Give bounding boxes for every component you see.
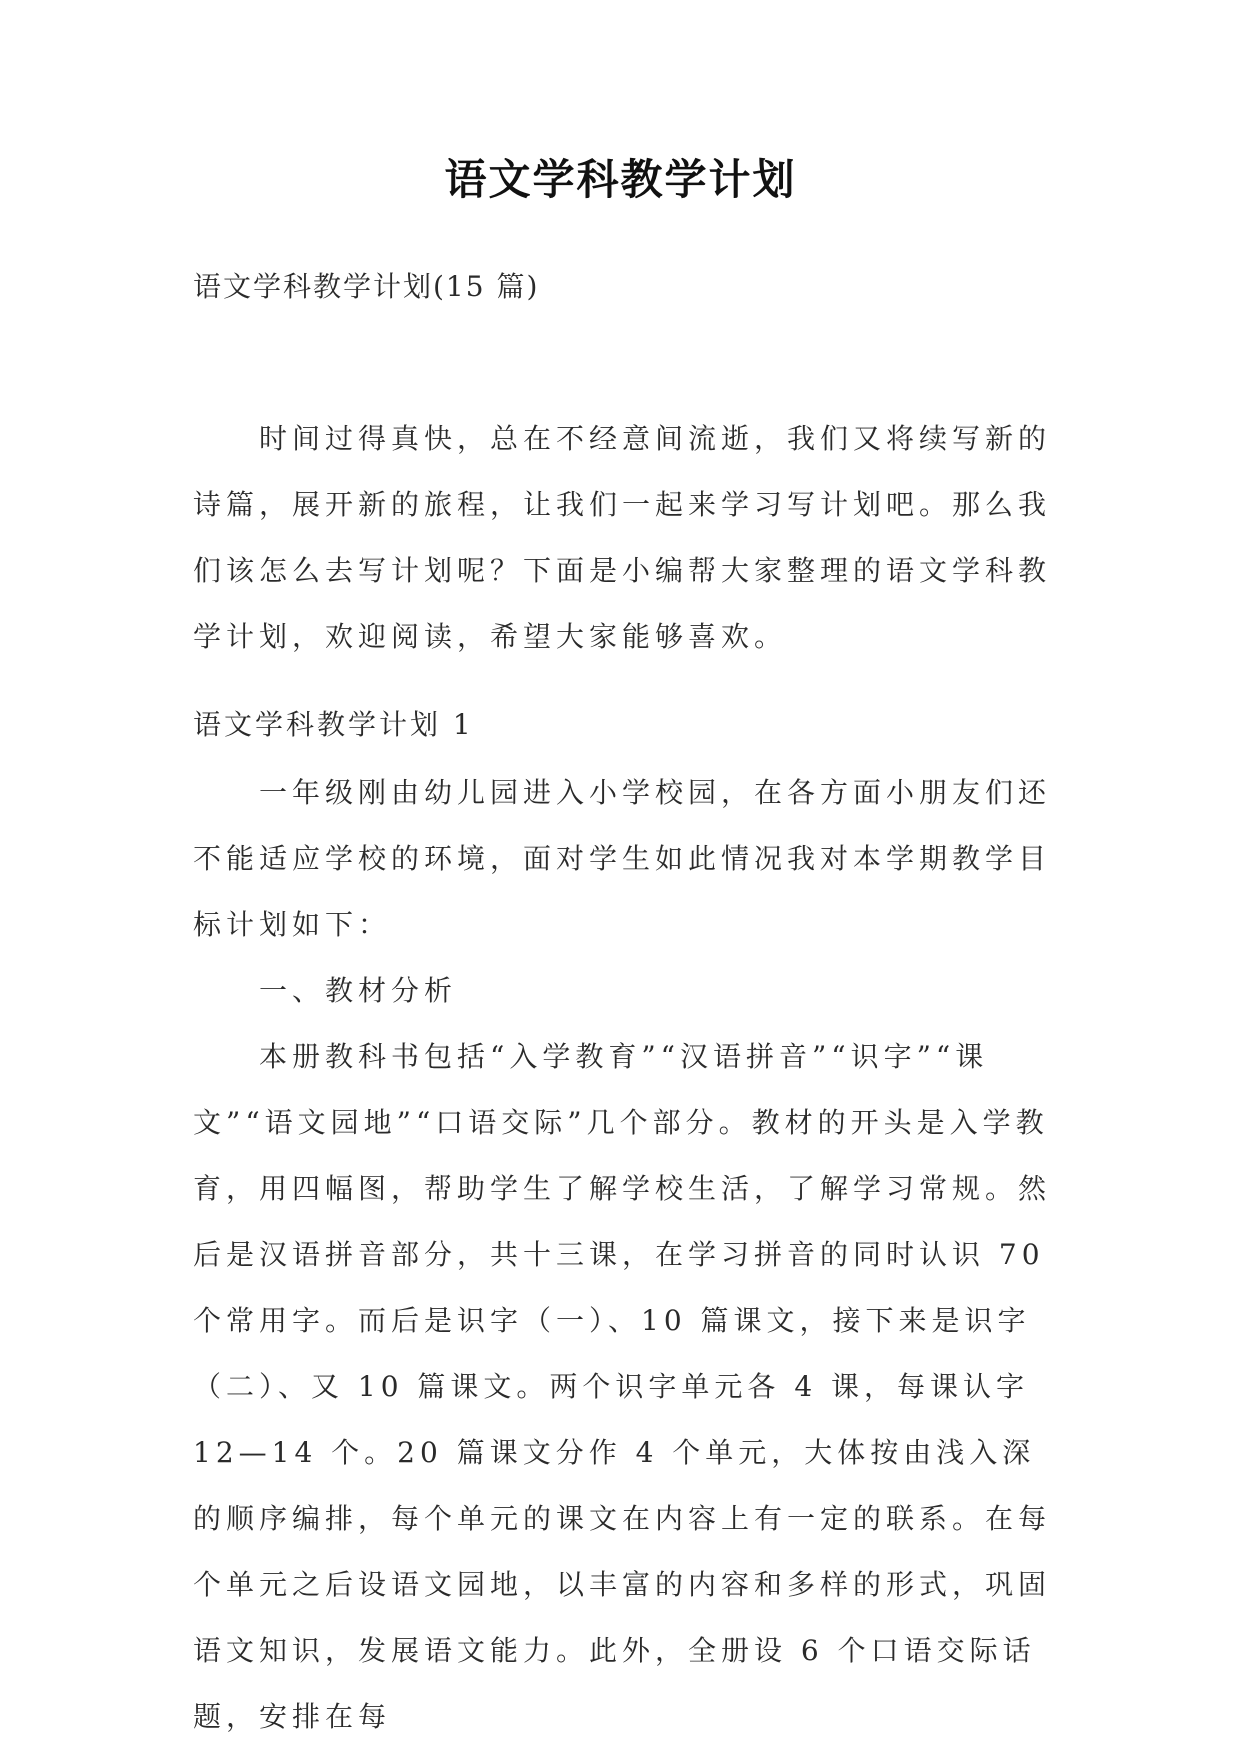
section-body bbox=[193, 760, 1055, 1750]
document-title: 语文学科教学计划 bbox=[444, 155, 797, 204]
section-heading: 语文学科教学计划 1 bbox=[193, 708, 474, 741]
intro-paragraph: 时间过得真快，总在不经意间流逝，我们又将续写新的诗篇，展开新的旅程，让我们一起来学习写计划吧。那么我们该怎么去写计划呢？下面是小编帮大家整理的语文学科教学计划，欢迎阅读，希望大家能够喜欢。 bbox=[193, 422, 1052, 653]
body-paragraph: 一年级刚由幼儿园进入小学校园，在各方面小朋友们还不能适应学校的环境，面对学生如此情况我对本学期教学目标计划如下： bbox=[193, 776, 1052, 941]
document-subtitle: 语文学科教学计划(15 篇) bbox=[193, 270, 540, 303]
body-paragraph: 本册教科书包括“入学教育”“汉语拼音”“识字”“课文”“语文园地”“口语交际”几个部分。教材的开头是入学教育，用四幅图，帮助学生了解学校生活，了解学习常规。然后是汉语拼音部分，共十三课，在学习拼音的同时认识 70 个常用字。而后是识字（一）、10 篇课文，接下来是识字（二）、又 10 篇课文。两个识字单元各 4 课，每课认字 12—14 个。20 篇课文分作 4 个单元，大体按由浅入深的顺序编排，每个单元的课文在内容上有一定的联系。在每个单元之后设语文园地，以丰富的内容和多样的形式，巩固语文知识，发展语文能力。此外，全册设 6 个口语交际话题，安排在每 bbox=[193, 1040, 1052, 1733]
subsection-heading: 一、教材分析 bbox=[259, 974, 458, 1007]
